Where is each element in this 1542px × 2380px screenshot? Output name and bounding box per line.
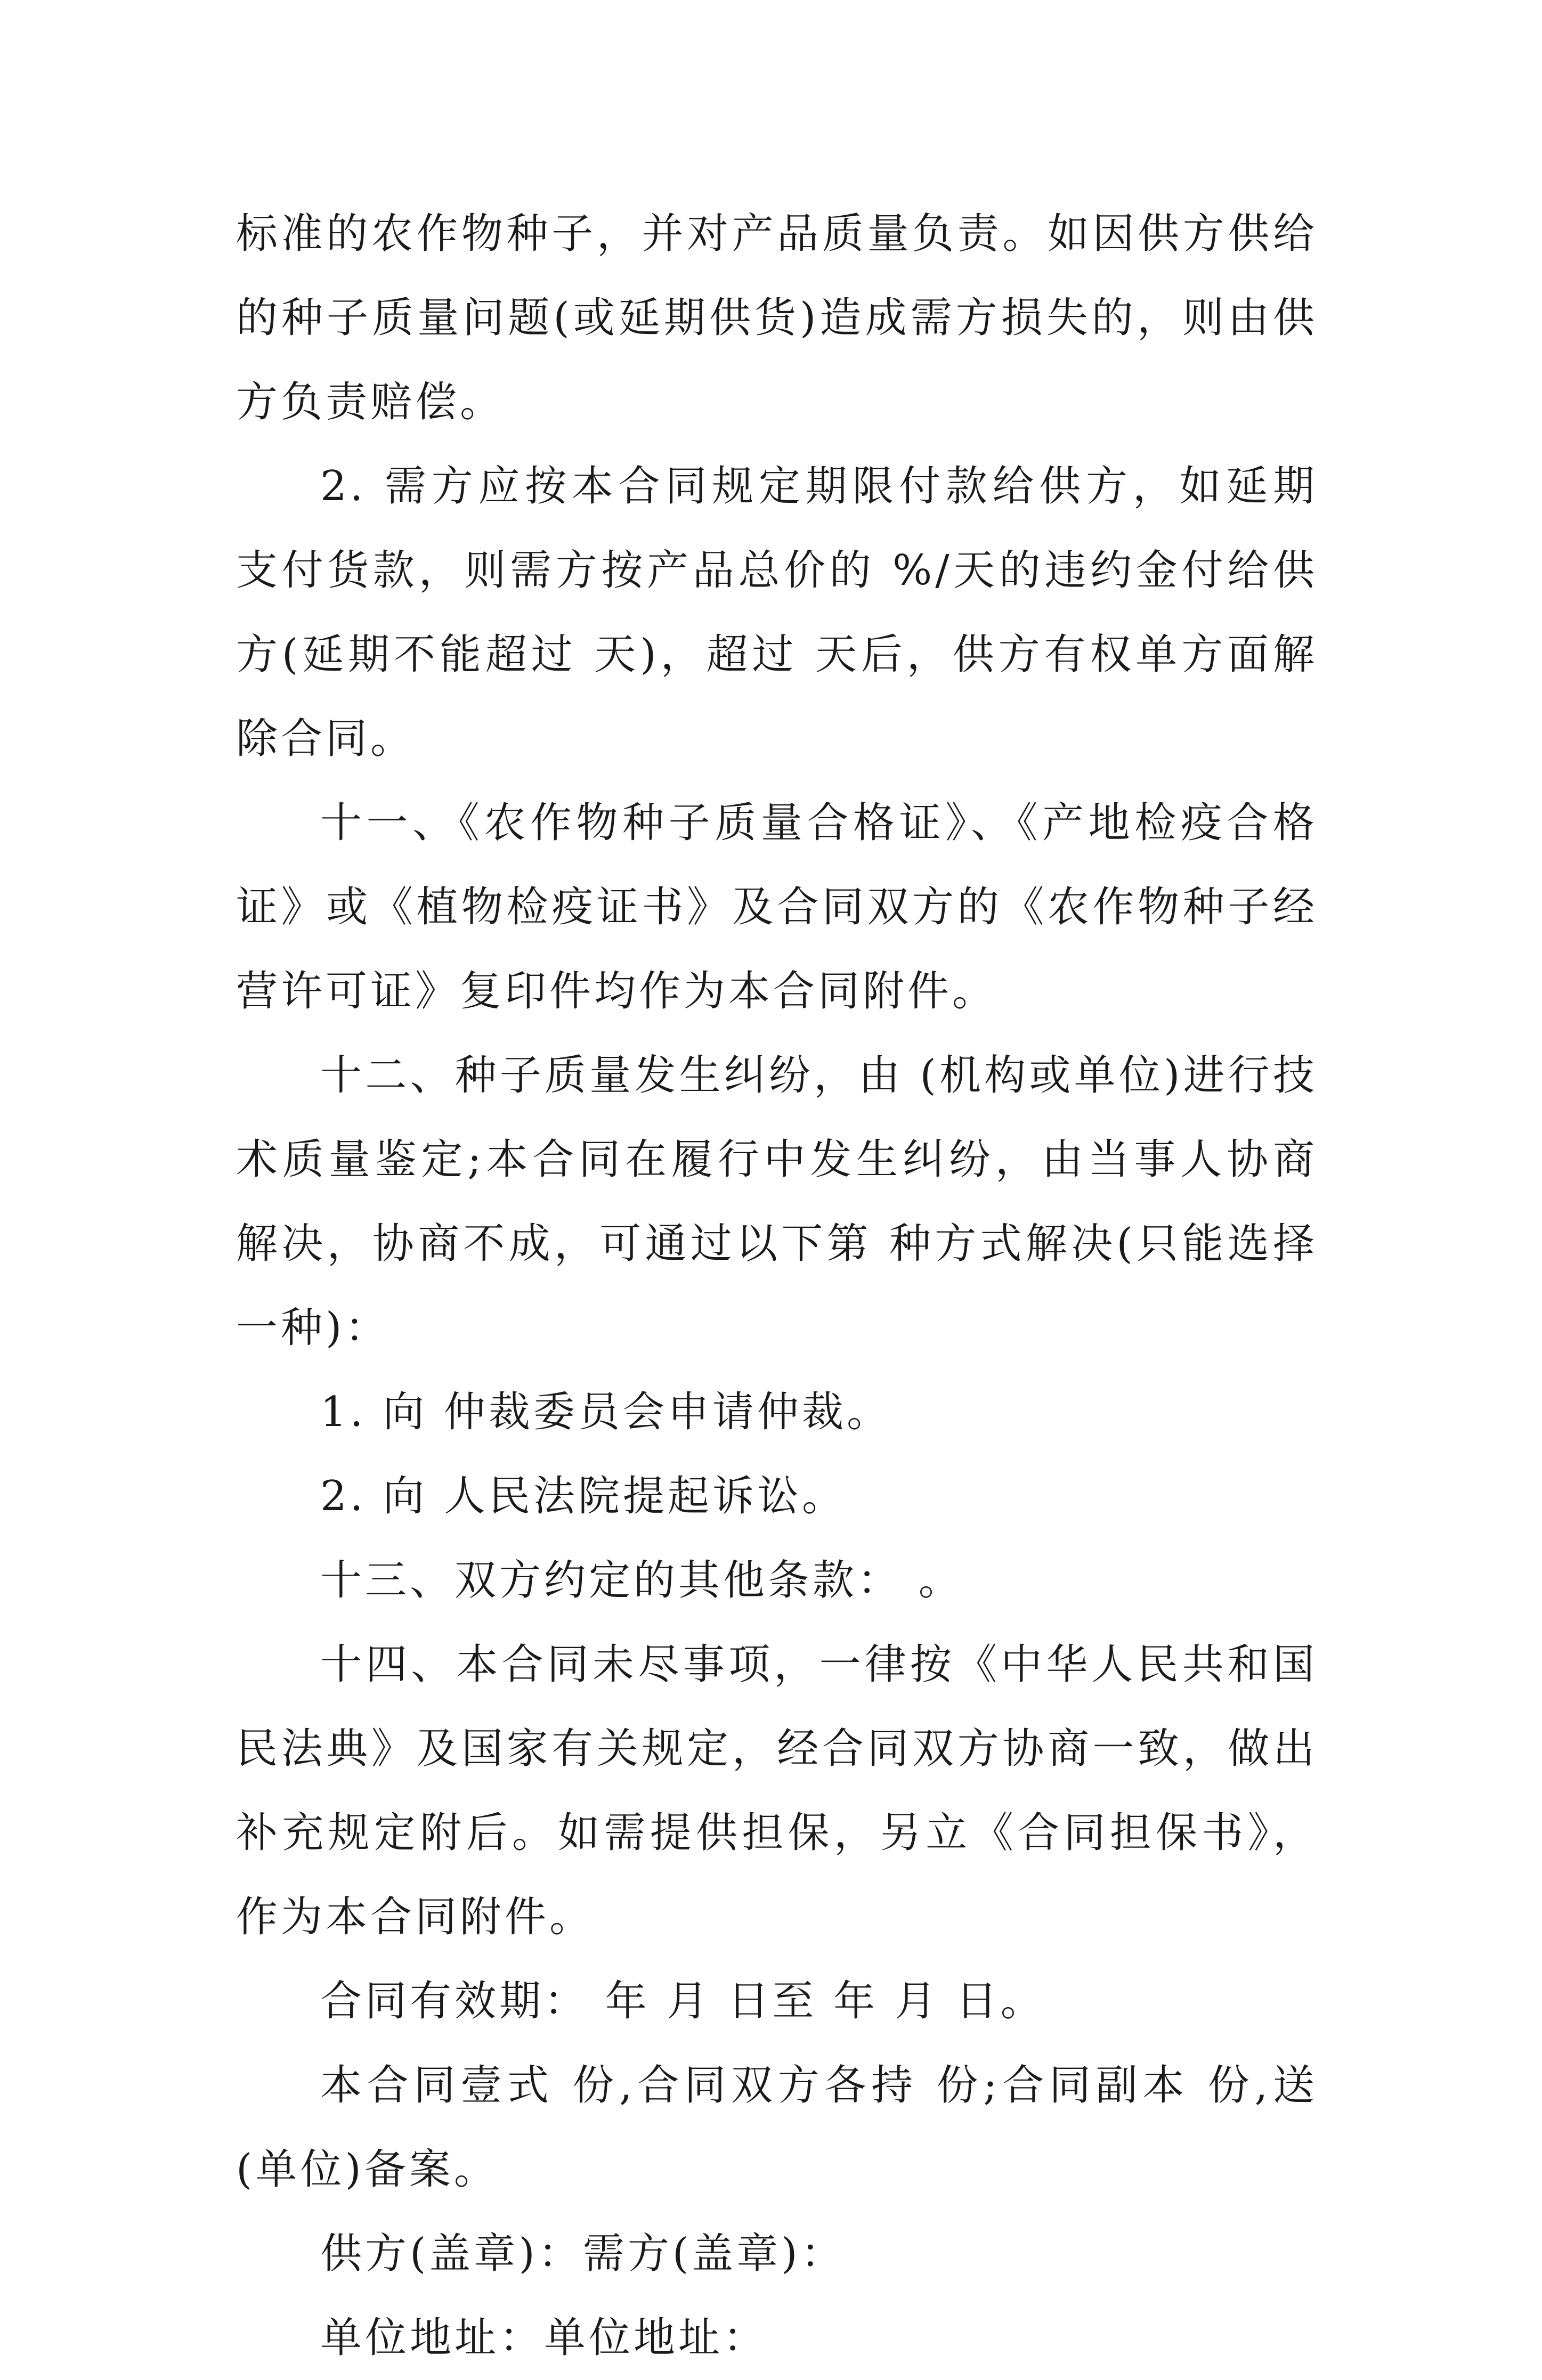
paragraph-validity-period: 合同有效期： 年 月 日至 年 月 日。 <box>320 1977 1045 2025</box>
paragraph-address-line: 单位地址：单位地址： <box>320 2314 768 2362</box>
paragraph-arbitration-option: 1. 向 仲裁委员会申请仲裁。 <box>320 1388 892 1436</box>
paragraph-copies: 本合同壹式 份,合同双方各持 份;合同副本 份,送 (单位)备案。 <box>236 2061 1318 2194</box>
paragraph-payment-penalty: 2. 需方应按本合同规定期限付款给供方，如延期支付货款，则需方按产品总价的 %/天的违约金付给供方(延期不能超过 天)，超过 天后，供方有权单方面解除合同。 <box>236 462 1318 763</box>
contract-body <box>236 192 1318 2380</box>
paragraph-clause-14: 十四、本合同未尽事项，一律按《中华人民共和国民法典》及国家有关规定，经合同双方协商一致，做出补充规定附后。如需提供担保，另立《合同担保书》，作为本合同附件。 <box>236 1641 1318 1941</box>
paragraph-litigation-option: 2. 向 人民法院提起诉讼。 <box>320 1472 847 1520</box>
paragraph-liability-continued: 标准的农作物种子，并对产品质量负责。如因供方供给的种子质量问题(或延期供货)造成需方损失的，则由供方负责赔偿。 <box>236 210 1318 426</box>
paragraph-clause-13: 十三、双方约定的其他条款： 。 <box>320 1556 963 1604</box>
paragraph-clause-11: 十一、《农作物种子质量合格证》、《产地检疫合格证》或《植物检疫证书》及合同双方的《农作物种子经营许可证》复印件均作为本合同附件。 <box>236 799 1318 1015</box>
paragraph-seal-line: 供方(盖章)：需方(盖章)： <box>320 2230 846 2278</box>
paragraph-clause-12: 十二、种子质量发生纠纷，由 (机构或单位)进行技术质量鉴定;本合同在履行中发生纠纷，由当事人协商解决，协商不成，可通过以下第 种方式解决(只能选择一种)： <box>236 1052 1318 1352</box>
